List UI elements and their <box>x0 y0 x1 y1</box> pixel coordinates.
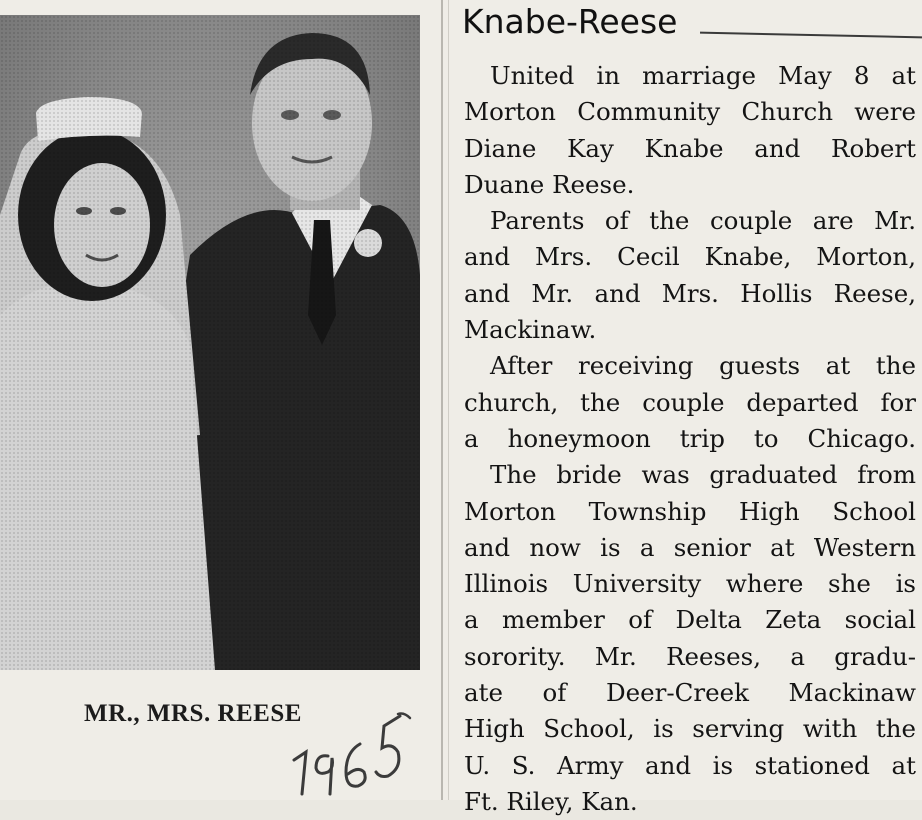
paragraph-4-line-1: The bride was graduated from <box>490 460 916 490</box>
paragraph-4-line-5: a member of Delta Zeta social <box>464 605 916 635</box>
column-divider <box>441 0 443 800</box>
paragraph-1-line-1: United in marriage May 8 at <box>490 61 916 90</box>
column-divider-inner <box>448 0 449 800</box>
paragraph-1-line-3: Diane Kay Knabe and Robert <box>464 133 916 163</box>
paragraph-4-line-9: U. S. Army and is stationed at <box>464 750 916 780</box>
paragraph-4-line-8: High School, is serving with the <box>464 714 916 744</box>
paragraph-4-line-3: and now is a senior at Western <box>464 532 916 562</box>
headline-rule <box>700 32 922 39</box>
paragraph-3-line-1: After receiving guests at the <box>490 351 916 381</box>
wedding-photo <box>0 15 420 670</box>
paragraph-2-line-1: Parents of the couple are Mr. <box>490 206 916 236</box>
paragraph-4-line-6: sorority. Mr. Reeses, a gradu- <box>464 641 916 671</box>
paragraph-2-line-2: and Mrs. Cecil Knabe, Morton, <box>464 242 916 272</box>
article-headline: Knabe-Reese <box>462 2 678 41</box>
paragraph-2-line-3: and Mr. and Mrs. Hollis Reese, <box>464 278 916 308</box>
paragraph-4-line-2: Morton Township High School <box>464 496 916 526</box>
photo-caption: MR., MRS. REESE <box>84 700 302 727</box>
photo-halftone <box>0 15 420 670</box>
paragraph-3-line-2: church, the couple departed for <box>464 387 916 417</box>
article-body <box>464 58 916 820</box>
paragraph-4-line-10: Ft. Riley, Kan. <box>464 786 638 816</box>
wedding-photo-illustration <box>0 15 420 670</box>
paragraph-1-line-2: Morton Community Church were <box>464 97 916 127</box>
paragraph-3-line-3: a honeymoon trip to Chicago. <box>464 423 916 453</box>
paragraph-1-line-4: Duane Reese. <box>464 169 635 199</box>
paragraph-4-line-7: ate of Deer-Creek Mackinaw <box>464 678 916 708</box>
handwritten-year-1965 <box>288 712 416 798</box>
paragraph-2-line-4: Mackinaw. <box>464 315 597 345</box>
paragraph-4-line-4: Illinois University where she is <box>464 569 916 599</box>
